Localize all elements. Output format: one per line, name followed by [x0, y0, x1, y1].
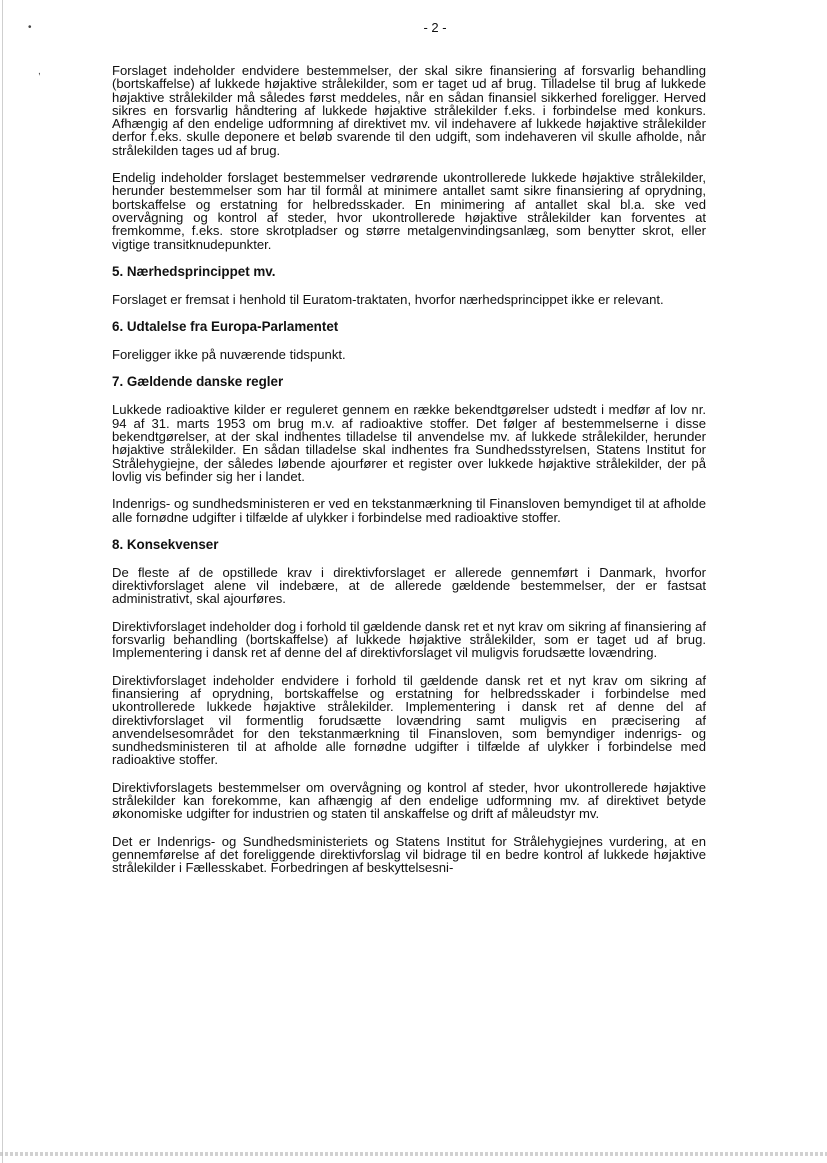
scan-left-edge — [2, 0, 3, 1163]
body-paragraph: De fleste af de opstillede krav i direktivforslaget er allerede gennemført i Danmark, hvorfor direktivforslaget alene vil indebære, at de allerede gældende bestemmelser, der er fastsat administrativt, skal ajourføres. — [112, 564, 706, 607]
document-body — [112, 64, 706, 888]
section-heading: 8. Konsekvenser — [112, 536, 219, 552]
body-paragraph: Det er Indenrigs- og Sundhedsministeriets og Statens Institut for Strålehygiejnes vurdering, at en gennemførelse af det foreliggende direktivforslag vil bidrage til en bedre kontrol af lukkede højaktive strålekilder i Fællesskabet. Forbedringen af beskyttelsesni- — [112, 833, 706, 876]
body-paragraph: Direktivforslaget indeholder endvidere i forhold til gældende dansk ret et nyt krav om sikring af finansiering af oprydning, bortskaffelse og erstatning for helbredsskader i forbindelse med ukontrollerede lukkede højaktive strålekilder. Implementering i dansk ret af denne del af direktivforslaget vil formentlig forudsætte lovændring samt muligvis en præcisering af anvendelsesområdet for den tekstanmærkning til Finansloven, som bemyndiger indenrigs- og sundhedsministeren til at afholde alle fornødne udgifter i tilfælde af ulykker i forbindelse med radioaktive stoffer. — [112, 672, 706, 768]
body-paragraph: Endelig indeholder forslaget bestemmelser vedrørende ukontrollerede lukkede højaktive strålekilder, herunder bestemmelser som har til formål at minimere antallet samt sikre finansiering af oprydning, bortskaffelse og erstatning for helbredsskader. En minimering af antallet skal bl.a. ske ved overvågning og kontrol af steder, hvor ukontrollerede højaktive strålekilder kan forventes at fremkomme, f.eks. store skrotpladser og større metalgenvindingsanlæg, som benytter skrot, eller vigtige transitknudepunkter. — [112, 170, 706, 252]
scan-speck: , — [38, 66, 41, 77]
section-heading: 7. Gældende danske regler — [112, 374, 284, 390]
body-paragraph: Foreligger ikke på nuværende tidspunkt. — [112, 347, 346, 363]
body-paragraph: Forslaget er fremsat i henhold til Euratom-traktaten, hvorfor nærhedsprincippet ikke er relevant. — [112, 291, 664, 307]
scan-speck: • — [28, 22, 32, 33]
body-paragraph: Lukkede radioaktive kilder er reguleret gennem en række bekendtgørelser udstedt i medfør af lov nr. 94 af 31. marts 1953 om brug m.v. af radioaktive stoffer. Det følger af bestemmelserne i disse bekendtgørelser, at der skal indhentes tilladelse til anvendelse mv. af lukkede strålekilder, herunder højaktive strålekilder. En sådan tilladelse skal indhentes fra Sundhedsstyrelsen, Statens Institut for Strålehygiejne, der således løbende ajourfører et register over lukkede højaktive strålekilder, der på lovlig vis befinder sig her i landet. — [112, 402, 706, 484]
body-paragraph: Direktivforslaget indeholder dog i forhold til gældende dansk ret et nyt krav om sikring af finansiering af forsvarlig behandling (bortskaffelse) af lukkede højaktive strålekilder, som er taget ud af brug. Implementering i dansk ret af denne del af direktivforslaget vil muligvis forudsætte lovændring. — [112, 618, 706, 661]
body-paragraph: Forslaget indeholder endvidere bestemmelser, der skal sikre finansiering af forsvarlig behandling (bortskaffelse) af lukkede højaktive strålekilder, som er taget ud af brug. Tilladelse til brug af lukkede højaktive strålekilder må således først meddeles, når en sådan finansiel sikkerhed foreligger. Herved sikres en forsvarlig håndtering af lukkede højaktive strålekilder f.eks. i forbindelse med konkurs. Afhængig af den endelige udformning af direktivet mv. vil indehavere af lukkede højaktive strålekilder derfor f.eks. skulle deponere et beløb svarende til den udgift, som indehaveren vil skulle afholde, når strålekilden tages ud af brug. — [112, 63, 706, 158]
body-paragraph: Direktivforslagets bestemmelser om overvågning og kontrol af steder, hvor ukontrollerede højaktive strålekilder kan forekomme, kan afhængig af den endelige udformning mv. af direktivet betyde økonomiske udgifter for industrien og staten til anskaffelse og drift af måleudstyr mv. — [112, 779, 706, 822]
section-heading: 5. Nærhedsprincippet mv. — [112, 263, 276, 279]
section-heading: 6. Udtalelse fra Europa-Parlamentet — [112, 319, 339, 335]
scan-bottom-edge — [0, 1152, 827, 1156]
body-paragraph: Indenrigs- og sundhedsministeren er ved en tekstanmærkning til Finansloven bemyndiget til at afholde alle fornødne udgifter i tilfælde af ulykker i forbindelse med radioaktive stoffer. — [112, 496, 706, 525]
page-number: - 2 - — [423, 20, 447, 35]
